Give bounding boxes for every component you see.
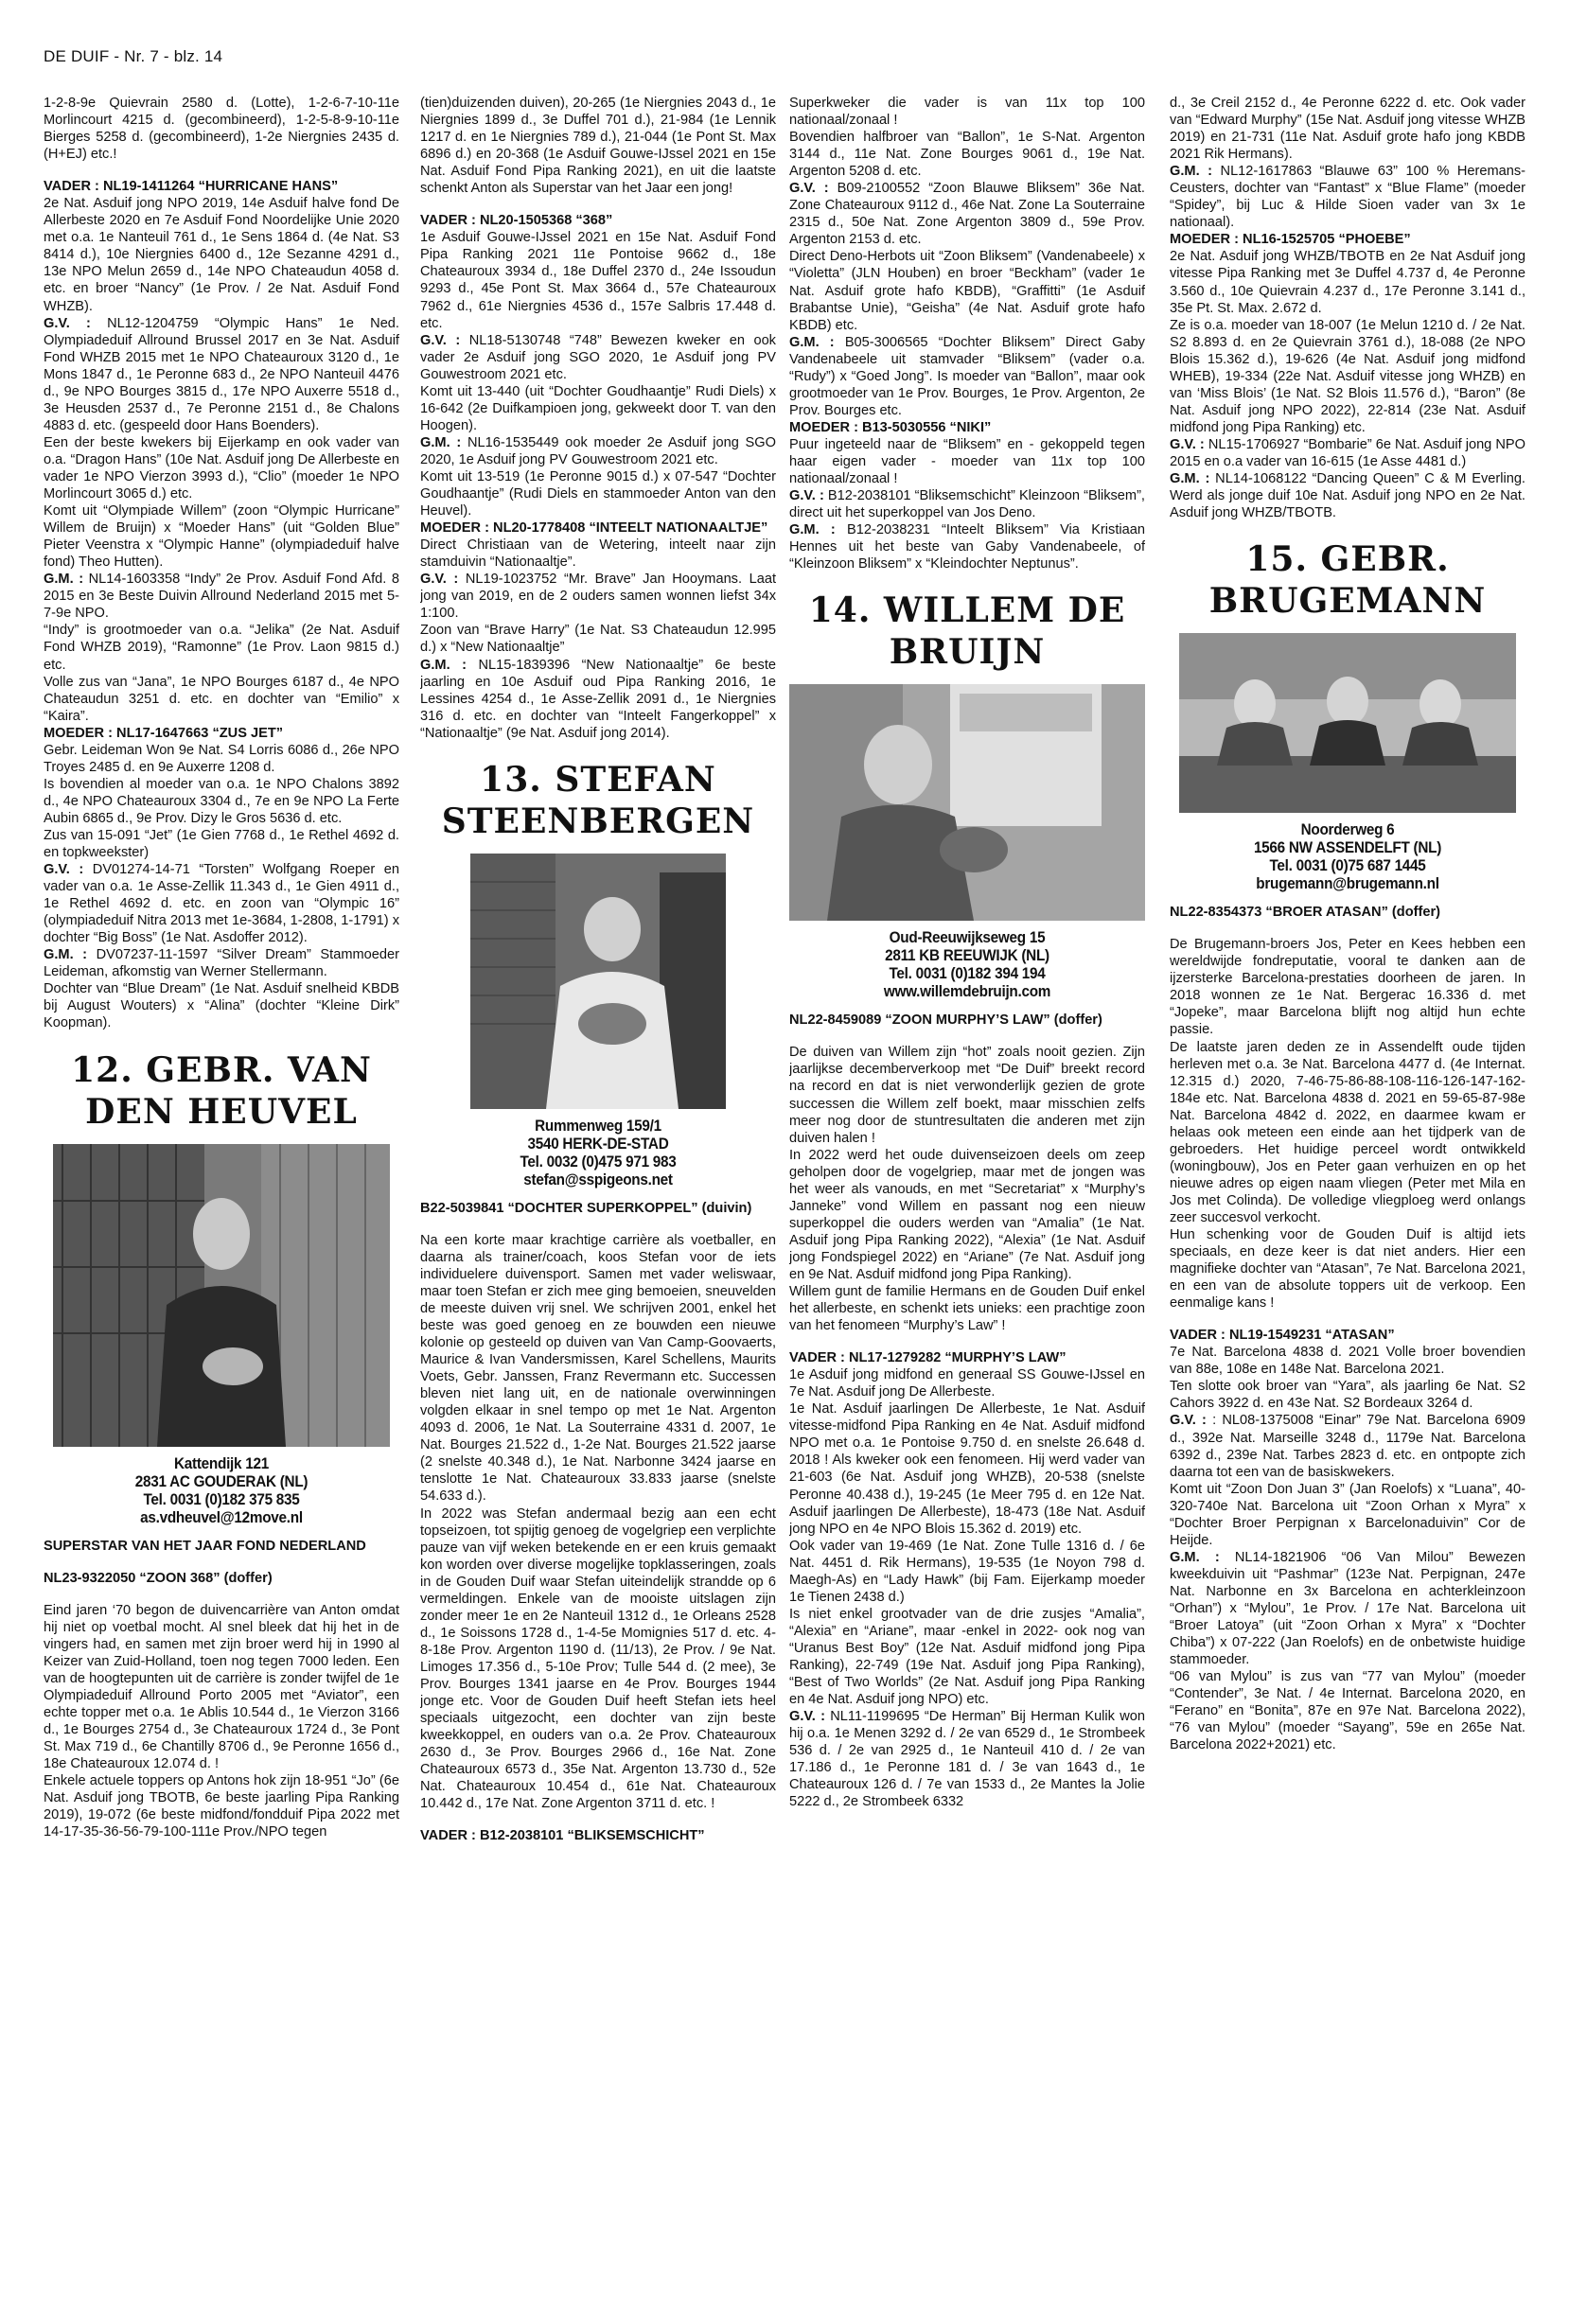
ring-number: B22-5039841 “DOCHTER SUPERKOPPEL” (duivin) <box>420 1200 752 1216</box>
paragraph: De duiven van Willem zijn “hot” zoals nooit gezien. Zijn jaarlijkse decemberverkoop met “De Duif” breekt record na record en dat is niet verwonderlijk gezien de grote successen die Willem zelf boekt, maar misschien zelfs meer nog door de stuntresultaten die anderen met zijn duiven halen ! <box>789 1045 1145 1146</box>
paragraph: 1-2-8-9e Quievrain 2580 d. (Lotte), 1-2-6-7-10-11e Morlincourt 4215 d. (gecombineerd), 1-2-5-8-9-10-11e Bierges 5258 d. (gecombineerd), 1-2e Niergnies 2435 d. (H+EJ) etc.! <box>44 96 399 163</box>
paragraph: G.M. : B12-2038231 “Inteelt Bliksem” Via Kristiaan Hennes uit het beste van Gaby Vandenabeele, of “Kleinzoon Bliksem” x “Kleindochter Neptunus”. <box>789 522 1145 572</box>
paragraph: In 2022 was Stefan andermaal bezig aan een echt topseizoen, tot spijtig genoeg de vogelgriep een verplichte pauze van vijf weken betekende en er een kruis gemaakt kon worden over diverse mogelijke topklasseringen, zoals in de Gouden Duif waar Stefan uiteindelijk strandde op 6 vermeldingen. Enkele van de mooiste uitslagen zijn zonder meer 1e en 2e Nanteuil 1312 d., 1e Orleans 2528 d., 1e Soissons 1728 d., 1-4-5e Momignies 517 d. etc. 4-8-18e Prov. Argenton 1190 d. (11/13), 2e Prov. / 9e Nat. Limoges 17.356 d., 5-10e Prov; Tulle 544 d. (2 mee), 3e Prov. Bourges 1341 jaarse en 4e Prov. Bourges 1944 jonge etc. Voor de Gouden Duif heeft Stefan iets heel speciaals uitgezocht, een dochter van zijn beste kweekkoppel, en ouders van o.a. 2e Prov. Chateauroux 2630 d., 3e Prov. Bourges 2966 d., 16e Nat. Zone Chateauroux 6573 d., 35e Nat. Argenton 13.730 d., 52e Nat. Chateauroux 10.454 d., 61e Nat. Chateauroux 10.442 d., 17e Nat. Zone Argenton 3711 d. etc. ! <box>420 1505 776 1812</box>
section-heading: 14. WILLEM DE BRUIJN <box>808 590 1126 673</box>
paragraph: G.M. : NL14-1821906 “06 Van Milou” Bewezen kweekduivin uit “Pashmar” (123e Nat. Perpignan, 247e Nat. Narbonne en 3x Barcelona en achterkleinzoon “Orhan”) x “Mylou”, 1e Prov. / 17e Nat. Barcelona uit “Broer Latoya” (uit “Zoon Orhan x Myra” x “Dochter Chiba”) x 07-222 (Jan Roelofs) en de onbetwiste huidige stammoeder. <box>1170 1549 1525 1668</box>
column-1 <box>44 95 399 2290</box>
paragraph: Komt uit 13-519 (1e Peronne 9015 d.) x 07-547 “Dochter Goudhaantje” (Rudi Diels en stammoeder Anton van den Heuvel). <box>420 468 776 519</box>
moeder-title: MOEDER : NL16-1525705 “PHOEBE” <box>1170 232 1411 248</box>
breeders-group-photo <box>1179 633 1516 813</box>
address-block: Kattendijk 121 2831 AC GOUDERAK (NL) Tel. 0031 (0)182 375 835 as.vdheuvel@12move.nl <box>134 1453 309 1526</box>
page-header: DE DUIF - Nr. 7 - blz. 14 <box>44 47 223 65</box>
paragraph: G.V. : : NL08-1375008 “Einar” 79e Nat. Barcelona 6909 d., 392e Nat. Marseille 3248 d., 1179e Nat. Barcelona 6392 d., 239e Nat. Tarbes 2823 d. etc. en ontpopte zich daarna tot een van de basiskwekers. <box>1170 1413 1525 1480</box>
column-2 <box>420 95 776 2290</box>
address-block: Oud-Reeuwijkseweg 15 2811 KB REEUWIJK (NL) Tel. 0031 (0)182 394 194 www.willemdebruijn.com <box>883 928 1051 1001</box>
paragraph: Bovendien halfbroer van “Ballon”, 1e S-Nat. Argenton 3144 d., 11e Nat. Zone Bourges 9061 d., 19e Nat. Argenton 5208 d. etc. <box>789 130 1145 180</box>
paragraph: Komt uit “Zoon Don Juan 3” (Jan Roelofs) x “Luana”, 40-320-740e Nat. Barcelona uit “Zoon Orhan x Myra” x “Dochter Broer Perpignan x Barcelonaduivin” Cor de Heijde. <box>1170 1481 1525 1548</box>
paragraph: 1e Asduif Gouwe-IJssel 2021 en 15e Nat. Asduif Fond Pipa Ranking 2021 11e Pontoise 9662 d., 18e Chateauroux 3934 d., 18e Duffel 2370 d., 24e Issoudun 9293 d., 45e Pont St. Max 3664 d., 57e Chateauroux 7962 d., 61e Niergnies 4536 d., 157e Salbris 17.448 d. etc. <box>420 230 776 331</box>
moeder-title: MOEDER : NL17-1647663 “ZUS JET” <box>44 725 284 741</box>
breeder-photo <box>53 1144 390 1447</box>
subtitle: SUPERSTAR VAN HET JAAR FOND NEDERLAND <box>44 1538 366 1554</box>
paragraph: G.V. : DV01274-14-71 “Torsten” Wolfgang Roeper en vader van o.a. 1e Asse-Zellik 11.343 d., 1e Gien 4911 d., 1e Rethel 4692 d. etc. en zoon van “Olympic 16” (olympiadeduif Nitra 2013 met 1e-3684, 1-2808, 1-1791) x dochter “Big Boss” (1e Nat. Asdoffer 2012). <box>44 862 399 946</box>
paragraph: Superkweker die vader is van 11x top 100 nationaal/zonaal ! <box>789 96 1145 129</box>
paragraph: Is bovendien al moeder van o.a. 1e NPO Chalons 3892 d., 4e NPO Chateauroux 3304 d., 7e en 9e NPO La Ferte Aubin 6865 d., 9e Prov. Dizy le Gros 5636 d. etc. <box>44 776 399 826</box>
address-block: Rummenweg 159/1 3540 HERK-DE-STAD Tel. 0032 (0)475 971 983 stefan@sspigeons.net <box>520 1116 677 1188</box>
ring-number: NL22-8354373 “BROER ATASAN” (doffer) <box>1170 905 1440 921</box>
paragraph: G.V. : NL15-1706927 “Bombarie” 6e Nat. Asduif jong NPO 2015 en o.a vader van 16-615 (1e Asse 4481 d.) <box>1170 436 1525 469</box>
paragraph: G.V. : B12-2038101 “Bliksemschicht” Kleinzoon “Bliksem”, direct uit het superkoppel van Jos Deno. <box>789 488 1145 521</box>
vader-title: VADER : B12-2038101 “BLIKSEMSCHICHT” <box>420 1828 705 1844</box>
paragraph: G.M. : NL15-1839396 “New Nationaaltje” 6e beste jaarling en 10e Asduif oud Pipa Ranking 2016, 1e Lessines 4254 d., 1e Asse-Zellik 2091 d., 1e Niergnies 316 d. etc. en dochter van “Inteelt Fangerkoppel” x “Nationaaltje” (9e Nat. Asduif jong 2014). <box>420 657 776 741</box>
ring-number: NL23-9322050 “ZOON 368” (doffer) <box>44 1570 273 1586</box>
ring-number: NL22-8459089 “ZOON MURPHY’S LAW” (doffer) <box>789 1012 1102 1029</box>
breeder-photo <box>470 854 726 1109</box>
paragraph: Direct Deno-Herbots uit “Zoon Bliksem” (Vandenabeele) x “Violetta” (JLN Houben) en broer “Beckham” (vader 1e Nat. Asduif grote hafo KBDB), “Graffitti” (1e Asduif Brabantse Unie), “Geisha” (4e Nat. Asduif grote hafo KBDB) etc. <box>789 249 1145 333</box>
paragraph: Puur ingeteeld naar de “Bliksem” en - gekoppeld tegen haar eigen vader - moeder van 11x top 100 nationaal/zonaal ! <box>789 436 1145 487</box>
paragraph: Na een korte maar krachtige carrière als voetballer, en daarna als trainer/coach, koos Stefan voor de iets individuelere duivensport. Samen met vader weliswaar, maar toen Stefan er zich mee ging bemoeien, sneuvelden de meeste duiven vrij snel. We schrijven 2001, enkel het beste was goed genoeg en ze bouwden een nieuwe kolonie op gesteeld op duiven van Van Camp-Goovaerts, Maurice & Ivan Vandersmissen, Karel Schellens, Maurits Voets, Gebr. Janssen, Franz Revermann etc. Successen bleven niet lang uit, en de nationale overwinningen volgden elkaar in snel tempo op met 1e Nat. Argenton 4093 d. 2006, 1e Nat. La Souterraine 4331 d. 2007, 1e Nat. Bourges 21.522 d., 1-2e Nat. Bourges 21.522 jaarse (2 snelste 40.348 d.), 1e Nat. Narbonne 3424 jaarse en tenslotte 1e Nat. Chateauroux 33.833 jaarse (snelste 54.633 d.). <box>420 1232 776 1505</box>
column-3 <box>789 95 1145 2290</box>
paragraph: Volle zus van “Jana”, 1e NPO Bourges 6187 d., 4e NPO Chateaudun 3251 d. etc. en dochter van “Emilio” x “Kaira”. <box>44 674 399 724</box>
vader-title: VADER : NL19-1549231 “ATASAN” <box>1170 1328 1395 1344</box>
paragraph: De Brugemann-broers Jos, Peter en Kees hebben een wereldwijde fondreputatie, vooral te danken aan de ijzersterke Barcelona-prestaties doorheen de jaren. In 2018 wonnen ze 1e Nat. Bergerac 16.336 d. met “Jopeke”, maar Barcelona blijft nog altijd hun echte passie. <box>1170 937 1525 1038</box>
paragraph: G.V. : NL12-1204759 “Olympic Hans” 1e Ned. Olympiadeduif Allround Brussel 2017 en 3e Nat. Asduif Fond WHZB 2015 met 1e NPO Chateauroux 3120 d., 1e Mons 1847 d., 1e Peronne 683 d., 2e NPO Nanteuil 4476 d., 9e NPO Bourges 3815 d., 17e NPO Auxerre 5518 d., 3e Heusden 2537 d., 7e Peronne 2151 d., 8e Chalons 4883 d. etc. (gespeeld door Hans Boenders). <box>44 315 399 433</box>
paragraph: G.M. : NL14-1603358 “Indy” 2e Prov. Asduif Fond Afd. 8 2015 en 3e Beste Duivin Allround Nederland 2015 met 5-7-9e NPO. <box>44 572 399 622</box>
column-4 <box>1170 95 1525 2290</box>
paragraph: 1e Asduif jong midfond en generaal SS Gouwe-IJssel en 7e Nat. Asduif jong De Allerbeste. <box>789 1367 1145 1400</box>
paragraph: Willem gunt de familie Hermans en de Gouden Duif enkel het allerbeste, en schenkt iets unieks: een prachtige zoon van het fenomeen “Murphy’s Law” ! <box>789 1284 1145 1334</box>
paragraph: “Indy” is grootmoeder van o.a. “Jelika” (2e Nat. Asduif Fond WHZB 2019), “Ramonne” (1e Prov. Laon 9815 d.) etc. <box>44 623 399 673</box>
paragraph: Zus van 15-091 “Jet” (1e Gien 7768 d., 1e Rethel 4692 d. en topkweekster) <box>44 827 399 861</box>
paragraph: G.V. : NL18-5130748 “748” Bewezen kweker en ook vader 2e Asduif jong SGO 2020, 1e Asduif jong PV Gouwestroom 2021 etc. <box>420 332 776 382</box>
vader-title: VADER : NL20-1505368 “368” <box>420 213 613 229</box>
address-block: Noorderweg 6 1566 NW ASSENDELFT (NL) Tel. 0031 (0)75 687 1445 brugemann@brugemann.nl <box>1253 820 1442 893</box>
paragraph: Ze is o.a. moeder van 18-007 (1e Melun 1210 d. / 2e Nat. S2 8.893 d. en 2e Quievrain 3761 d.), 18-088 (2e NPO Blois 15.362 d.), 19-626 (4e Nat. Asduif jong midfond WHEB), 19-334 (22e Nat. Asduif vitesse jong WHZB) en van ‘Miss Blois’ (1e Nat. S2 Blois 11.576 d.), “Baron” (8e Nat. Asduif jong NPO 2022), 22-814 (23e Nat. Asduif midfond jong Pipa Ranking) etc. <box>1170 317 1525 435</box>
paragraph: G.M. : NL16-1535449 ook moeder 2e Asduif jong SGO 2020, 1e Asduif jong PV Gouwestroom 2021 etc. <box>420 434 776 467</box>
paragraph: Een der beste kwekers bij Eijerkamp en ook vader van o.a. “Dragon Hans” (10e Nat. Asduif jong De Allerbeste en vader 1e NPO Vierzon 3993 d.), “Clio” (moeder 1e NPO Morlincourt 3065 d.) etc. <box>44 434 399 502</box>
paragraph: 7e Nat. Barcelona 4838 d. 2021 Volle broer bovendien van 88e, 108e en 148e Nat. Barcelona 2021. <box>1170 1345 1525 1378</box>
paragraph: Ook vader van 19-469 (1e Nat. Zone Tulle 1316 d. / 6e Nat. 4451 d. Rik Hermans), 19-535 (1e Noyon 798 d. Maegh-As) en “Lady Hawk” (bij Fam. Eijerkamp moeder 1e Tienen 2438 d.) <box>789 1538 1145 1605</box>
paragraph: 2e Nat. Asduif jong NPO 2019, 14e Asduif halve fond De Allerbeste 2020 en 7e Asduif Fond Noordelijke Unie 2020 met o.a. 1e Nanteuil 761 d., 1e Sens 1864 d. (4e Nat. S3 8414 d.), 10e Niergnies 6400 d., 12e Sezanne 4291 d., 13e NPO Melun 2659 d., 14e NPO Chateaudun 4058 d. etc. en broer “Nancy” (1e Prov. / 2e Nat. Asduif Fond WHZB). <box>44 196 399 314</box>
section-heading: 15. GEBR. BRUGEMANN <box>1208 539 1487 622</box>
paragraph: Is niet enkel grootvader van de drie zusjes “Amalia”, “Alexia” en “Ariane”, maar -enkel in 2022- ook nog van “Uranus Best Boy” (12e Nat. Asduif midfond jong Pipa Ranking), 22-749 (19e Nat. Asduif jong Pipa Ranking), “Best of Two Worlds” (2e Nat. Asduif jong Pipa Ranking en 4e Nat. Asduif jong NPO) etc. <box>789 1606 1145 1708</box>
section-heading: 13. STEFAN STEENBERGEN <box>441 759 755 841</box>
section-heading: 12. GEBR. VAN DEN HEUVEL <box>71 1049 372 1132</box>
paragraph: G.M. : NL12-1617863 “Blauwe 63” 100 % Heremans-Ceusters, dochter van “Fantast” x “Blue Flame” (moeder “Spidey”, bij Luc & Hilde Sioen vader van 3x 1e nationaal). <box>1170 164 1525 231</box>
moeder-title: MOEDER : NL20-1778408 “INTEELT NATIONAALTJE” <box>420 520 768 537</box>
paragraph: Gebr. Leideman Won 9e Nat. S4 Lorris 6086 d., 26e NPO Troyes 2485 d. en 9e Auxerre 1208 d. <box>44 742 399 775</box>
paragraph: Ten slotte ook broer van “Yara”, als jaarling 6e Nat. S2 Cahors 3922 d. en 43e Nat. S2 Bordeaux 3264 d. <box>1170 1379 1525 1412</box>
vader-title: VADER : NL19-1411264 “HURRICANE HANS” <box>44 179 339 195</box>
paragraph: “06 van Mylou” is zus van “77 van Mylou” (moeder “Contender”, 3e Nat. / 4e Internat. Barcelona 2020, en “Ferano” en “Bonita”, 87e en 97e Nat. Barcelona 2022), “76 van Mylou” (moeder “Sayang”, 59e en 265e Nat. Barcelona 2022+2021) etc. <box>1170 1669 1525 1753</box>
paragraph: G.V. : NL11-1199695 “De Herman” Bij Herman Kulik won hij o.a. 1e Menen 3292 d. / 2e van 6529 d., 1e Strombeek 536 d. / 2e van 2925 d., 1e Nanteuil 410 d. / 2e van 17.186 d., 1e Peronne 181 d. / 3e van 1643 d., 1e Chateauroux 126 d. / 7e van 1533 d., 2e Mantes la Jolie 5222 d., 2e Strombeek 6332 <box>789 1709 1145 1810</box>
paragraph: Komt uit “Olympiade Willem” (zoon “Olympic Hurricane” Willem de Bruijn) x “Moeder Hans” (uit “Golden Blue” Pieter Veenstra x “Olympic Hanne” (olympiadeduif halve fond) Theo Hutten). <box>44 503 399 571</box>
breeder-photo <box>789 684 1145 921</box>
paragraph: De laatste jaren deden ze in Assendelft oude tijden herleven met o.a. 3e Nat. Barcelona 4477 d. (4e Internat. 12.315 d.) 2020, 7-46-75-86-88-108-116-126-147-162-184e etc. Nat. Barcelona 4838 d. 2021 en 59-65-87-98e Nat. Barcelona 4842 d. 2022, en daarmee kwam er helaas ook meteen een einde aan het tijdperk van de gebroeders. Het huidige perceel wordt ontwikkeld (woningbouw), Jos en Peter gaan verhuizen en op het nieuwe adres op eigen naam vliegen (Peter met Mila en Jos met Colinda). De volledige vliegploeg werd onlangs zeer succesvol verkocht. <box>1170 1039 1525 1225</box>
paragraph: In 2022 werd het oude duivenseizoen deels om zeep geholpen door de vogelgriep, maar met de jongen was het weer als vanouds, en met “Secretariat” x “Murphy’s Janneke” vond Willem en passant nog een nieuw superkoppel die ouders werden van “Amalia” (1e Nat. Asduif jong Pipa Ranking 2022), “Alexia” (1e Nat. Asduif jong Fondspiegel 2022) en “Ariane” (7e Nat. Asduif jong en 9e Nat. Asduif midfond jong Pipa Ranking). <box>789 1147 1145 1282</box>
paragraph: Enkele actuele toppers op Antons hok zijn 18-951 “Jo” (6e Nat. Asduif jong TBOTB, 6e beste jaarling Pipa Ranking 2019), 19-072 (6e beste midfond/fondduif Pipa 2022 met 14-17-35-36-56-79-100-111e Prov./NPO tegen <box>44 1773 399 1840</box>
paragraph: Komt uit 13-440 (uit “Dochter Goudhaantje” Rudi Diels) x 16-642 (2e Duifkampioen jong, gekweekt door T. van den Hoogen). <box>420 383 776 433</box>
paragraph: G.M. : DV07237-11-1597 “Silver Dream” Stammoeder Leideman, afkomstig van Werner Stellermann. <box>44 947 399 980</box>
paragraph: G.V. : B09-2100552 “Zoon Blauwe Bliksem” 36e Nat. Zone Chateauroux 9112 d., 46e Nat. Zone La Souterraine 2315 d., 50e Nat. Zone Argenton 3809 d., 59e Prov. Argenton 2153 d. etc. <box>789 181 1145 248</box>
moeder-title: MOEDER : B13-5030556 “NIKI” <box>789 419 992 435</box>
paragraph: Eind jaren ‘70 begon de duivencarrière van Anton omdat hij niet op voetbal mocht. Al snel bleek dat hij het in de vingers had, en samen met zijn broer werd hij in 1990 al Keizer van Zuid-Holland, toen nog tegen 7000 leden. Een van de hoogtepunten uit de carrière is zonder twijfel de 1e Olympiadeduif Allround Porto 2005 met “Aviator”, een echte topper met o.a. 1e Ablis 10.544 d., 1e Vierzon 3166 d., 1e Bourges 2754 d., 3e Chateauroux 1724 d., 3e Pont St. Max 719 d., 6e Chantilly 8706 d., 9e Peronne 1656 d., 18e Chateauroux 12.074 d. ! <box>44 1602 399 1772</box>
vader-title: VADER : NL17-1279282 “MURPHY’S LAW” <box>789 1350 1067 1366</box>
paragraph: Direct Christiaan van de Wetering, inteelt naar zijn stamduivin “Nationaaltje”. <box>420 537 776 571</box>
paragraph: Hun schenking voor de Gouden Duif is altijd iets speciaals, en deze keer is dat niet anders. Hier een magnifieke dochter van “Atasan”, 7e Nat. Barcelona 2021, en een van de absolute toppers uit de verkoop. Een eenmalige kans ! <box>1170 1227 1525 1312</box>
paragraph: 2e Nat. Asduif jong WHZB/TBOTB en 2e Nat Asduif jong vitesse Pipa Ranking met 3e Duffel 4.737 d, 4e Peronne 3.560 d., 10e Quievrain 4.237 d., 17e Peronne 3.141 d., 35e Pt. St. Max. 2.672 d. <box>1170 249 1525 316</box>
paragraph: G.V. : NL19-1023752 “Mr. Brave” Jan Hooymans. Laat jong van 2019, en de 2 ouders samen wonnen liefst 34x 1:100. <box>420 572 776 622</box>
paragraph: d., 3e Creil 2152 d., 4e Peronne 6222 d. etc. Ook vader van “Edward Murphy” (15e Nat. Asduif jong vitesse WHZB 2019) en 21-731 (11e Nat. Asduif grote hafo jong KBDB 2021 Rik Hermans). <box>1170 96 1525 163</box>
paragraph: 1e Nat. Asduif jaarlingen De Allerbeste, 1e Nat. Asduif vitesse-midfond Pipa Ranking en 4e Nat. Asduif midfond NPO met o.a. 1e Pontoise 9.750 d. en snelste 26.648 d. 2018 ! Als kweker ook een fenomeen. Hij werd vader van 21-603 (6e Nat. Asduif jong WHZB), 20-538 (snelste Peronne 40.438 d.), 19-245 (1e Meer 795 d. en 12e Nat. Asduif jaarlingen De Allerbeste), 18-473 (18e Nat. Asduif jong NPO en 4e NPO Blois 15.362 d. 2019) etc. <box>789 1401 1145 1537</box>
paragraph: G.M. : B05-3006565 “Dochter Bliksem” Direct Gaby Vandenabeele uit stamvader “Bliksem” (vader o.a. “Rudy”) x “Goed Jong”. Is moeder van “Ballon”, maar ook grootmoeder van 1e Prov. Bourges, 1e Prov. Argenton, 2e Prov. Bourges etc. <box>789 334 1145 418</box>
paragraph: Dochter van “Blue Dream” (1e Nat. Asduif snelheid KBDB bij August Wouters) x “Alina” (dochter “Kleine Dirk” Koopman). <box>44 981 399 1031</box>
paragraph: G.M. : NL14-1068122 “Dancing Queen” C & M Everling. Werd als jonge duif 10e Nat. Asduif jong NPO en 2e Nat. Asduif jong WHZB/TBOTB. <box>1170 471 1525 521</box>
paragraph: Zoon van “Brave Harry” (1e Nat. S3 Chateaudun 12.995 d.) x “New Nationaaltje” <box>420 623 776 656</box>
paragraph: (tien)duizenden duiven), 20-265 (1e Niergnies 2043 d., 1e Niergnies 1899 d., 3e Duffel 701 d.), 21-984 (1e Lennik 1217 d. en 1e Niergnies 789 d.), 21-044 (1e Pont St. Max 6896 d.) en 20-368 (1e Asduif Gouwe-IJssel 2021 en 15e Nat. Asduif Fond Pipa Ranking 2021), en uit die laatste schenkt Anton als Superstar van het Jaar een jong! <box>420 96 776 197</box>
